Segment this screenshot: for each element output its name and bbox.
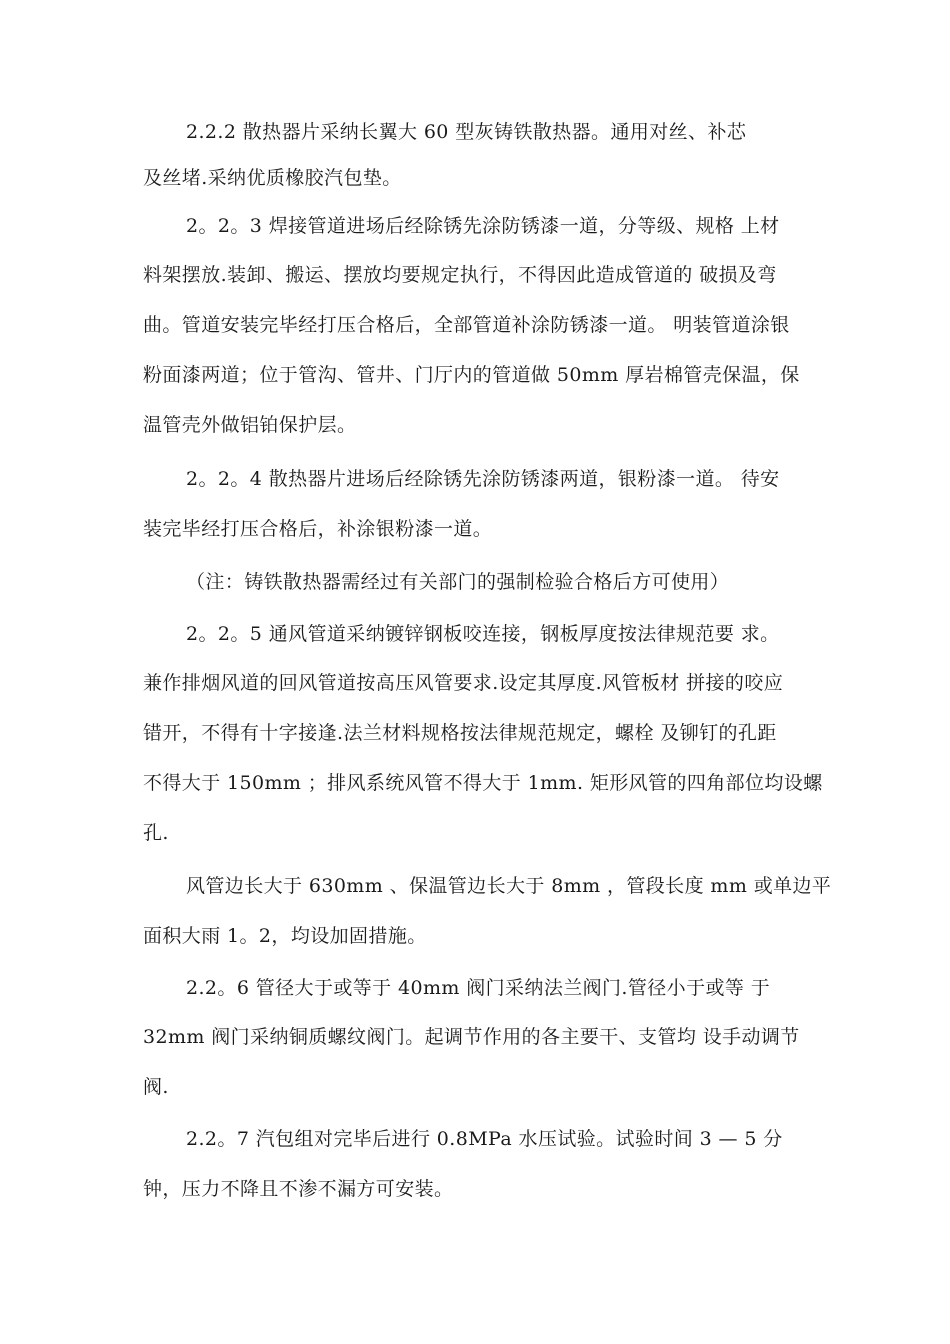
text-line: 温管壳外做铝铂保护层。: [143, 414, 357, 436]
text-line: 料架摆放.装卸、搬运、摆放均要规定执行，不得因此造成管道的 破损及弯: [143, 264, 777, 286]
text-line: 2.2.2 散热器片采纳长翼大 60 型灰铸铁散热器。通用对丝、补芯: [186, 121, 747, 143]
text-line: 孔.: [143, 822, 169, 844]
text-line: 钟，压力不降且不渗不漏方可安装。: [143, 1178, 454, 1200]
note-line: （注：铸铁散热器需经过有关部门的强制检验合格后方可使用）: [186, 571, 730, 593]
text-line: 面积大雨 1。2，均设加固措施。: [143, 925, 427, 947]
text-line: 装完毕经打压合格后，补涂银粉漆一道。: [143, 518, 493, 540]
text-line: 曲。管道安装完毕经打压合格后，全部管道补涂防锈漆一道。 明装管道涂银: [143, 314, 790, 336]
text-line: 粉面漆两道；位于管沟、管井、门厅内的管道做 50mm 厚岩棉管壳保温，保: [143, 364, 800, 386]
text-line: 风管边长大于 630mm 、保温管边长大于 8mm ，管段长度 mm 或单边平: [186, 875, 832, 897]
text-line: 32mm 阀门采纳铜质螺纹阀门。起调节作用的各主要干、支管均 设手动调节: [143, 1026, 800, 1048]
text-line: 兼作排烟风道的回风管道按高压风管要求.设定其厚度.风管板材 拼接的咬应: [143, 672, 784, 694]
text-line: 2。2。4 散热器片进场后经除锈先涂防锈漆两道，银粉漆一道。 待安: [186, 468, 780, 490]
text-line: 2.2。7 汽包组对完毕后进行 0.8MPa 水压试验。试验时间 3 — 5 分: [186, 1128, 783, 1150]
text-line: 2。2。5 通风管道采纳镀锌钢板咬连接，钢板厚度按法律规范要 求。: [186, 623, 780, 645]
text-line: 2.2。6 管径大于或等于 40mm 阀门采纳法兰阀门.管径小于或等 于: [186, 977, 771, 999]
text-line: 阀.: [143, 1076, 169, 1098]
text-line: 错开，不得有十字接逢.法兰材料规格按法律规范规定，螺栓 及铆钉的孔距: [143, 722, 777, 744]
text-line: 2。2。3 焊接管道进场后经除锈先涂防锈漆一道，分等级、规格 上材: [186, 215, 780, 237]
text-line: 不得大于 150mm ；排风系统风管不得大于 1mm. 矩形风管的四角部位均设螺: [143, 772, 823, 794]
text-line: 及丝堵.采纳优质橡胶汽包垫。: [143, 167, 402, 189]
